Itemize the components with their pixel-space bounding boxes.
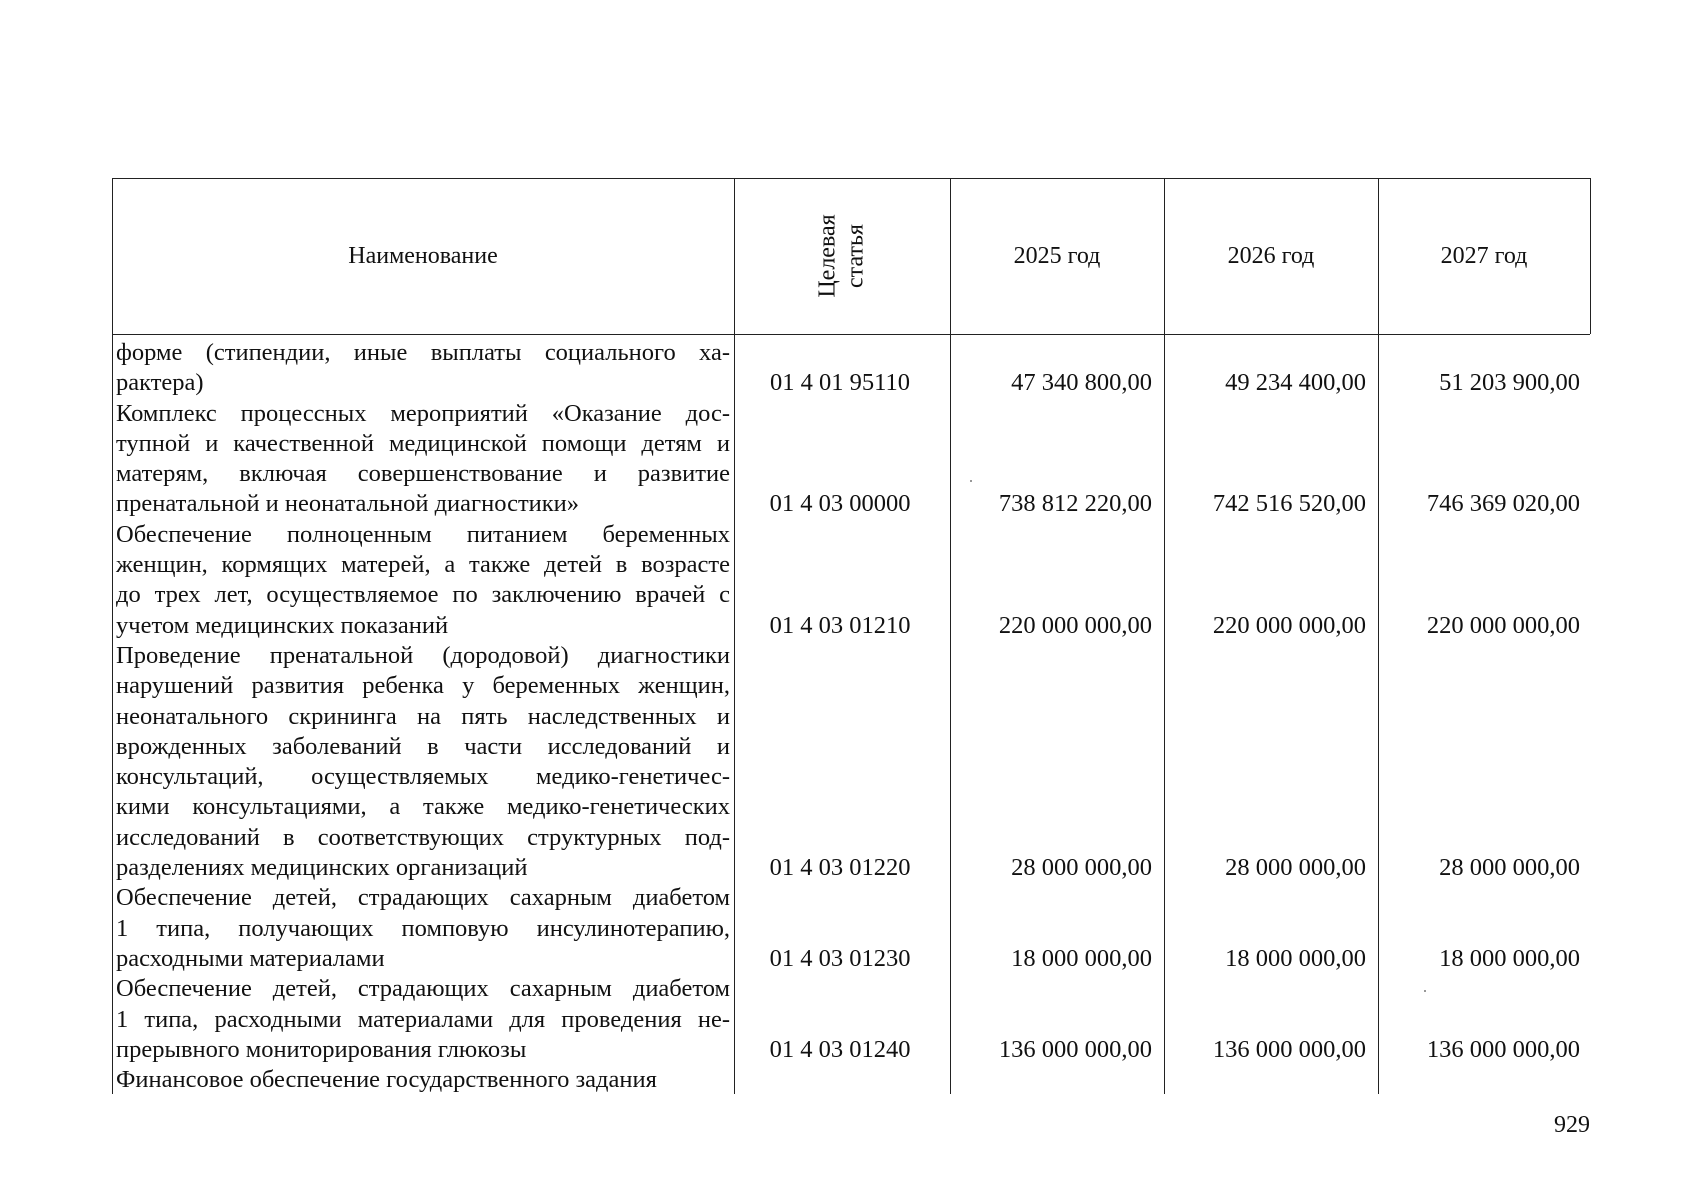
row-name-line: разделениях медицинских организаций	[116, 854, 528, 882]
table-row	[112, 399, 1590, 520]
header-code-line: Целевая	[814, 214, 841, 298]
row-name-line: неонатального скрининга на пять наследственных и	[116, 702, 730, 730]
row-name-line: 1 типа, расходными материалами для проведения не-	[116, 1005, 730, 1033]
row-code: 01 4 03 01230	[769, 944, 911, 972]
row-value-2027: 746 369 020,00	[1426, 490, 1580, 518]
row-name	[116, 641, 730, 883]
table-row	[112, 883, 1590, 974]
row-value-2027: 220 000 000,00	[1426, 611, 1580, 639]
row-name	[116, 399, 730, 520]
table-row	[112, 1065, 1590, 1095]
header-bottom-border	[112, 334, 1590, 335]
table-row	[112, 338, 1590, 399]
row-name-line: расходными материалами	[116, 944, 385, 972]
row-value-2026: 742 516 520,00	[1212, 490, 1366, 518]
row-name	[116, 883, 730, 974]
row-name-line: учетом медицинских показаний	[116, 611, 449, 639]
row-name-line: Финансовое обеспечение государственного задания	[116, 1066, 657, 1094]
header-name: Наименование	[348, 242, 498, 269]
row-value-2027: 136 000 000,00	[1426, 1035, 1580, 1063]
row-name-line: консультаций, осуществляемых медико-генетичес-	[116, 763, 730, 791]
row-value-2027: 28 000 000,00	[1439, 854, 1580, 882]
row-name-line: Обеспечение детей, страдающих сахарным диабетом	[116, 975, 730, 1003]
row-value-2026: 220 000 000,00	[1212, 611, 1366, 639]
row-code: 01 4 03 01210	[769, 611, 911, 639]
row-value-2025: 18 000 000,00	[1011, 944, 1152, 972]
row-value-2025: 47 340 800,00	[1011, 369, 1152, 397]
row-name-line: Комплекс процессных мероприятий «Оказание дос-	[116, 399, 730, 427]
row-name-line: нарушений развития ребенка у беременных женщин,	[116, 672, 730, 700]
row-name-line: Обеспечение детей, страдающих сахарным диабетом	[116, 884, 730, 912]
header-2025: 2025 год	[1013, 242, 1101, 269]
row-name-line: исследований в соответствующих структурных под-	[116, 823, 730, 851]
header-code-label	[814, 214, 870, 297]
row-value-2025: 136 000 000,00	[998, 1035, 1152, 1063]
row-code: 01 4 01 95110	[770, 369, 910, 397]
scan-speck	[970, 480, 972, 482]
row-name	[116, 338, 730, 399]
row-name-line: матерям, включая совершенствование и развитие	[116, 460, 730, 488]
row-value-2026: 49 234 400,00	[1225, 369, 1366, 397]
table-row	[112, 520, 1590, 641]
row-name-line: Проведение пренатальной (дородовой) диагностики	[116, 642, 730, 669]
header-code-line: статья	[842, 224, 869, 288]
row-name-line: пренатальной и неонатальной диагностики»	[116, 490, 580, 518]
row-name-line: женщин, кормящих матерей, а также детей в возрасте	[116, 551, 730, 579]
row-name-line: до трех лет, осуществляемое по заключению врачей с	[116, 581, 730, 609]
row-name-line: Обеспечение полноценным питанием беременных	[116, 520, 730, 548]
row-name-line: врожденных заболеваний в части исследований и	[116, 732, 730, 760]
table-row	[112, 641, 1590, 883]
row-name-line: прерывного мониторирования глюкозы	[116, 1035, 527, 1063]
row-name-line: 1 типа, получающих помповую инсулинотерапию,	[116, 914, 730, 942]
row-name	[116, 1065, 730, 1095]
row-name-line: рактера)	[116, 369, 204, 397]
row-value-2027: 51 203 900,00	[1439, 369, 1580, 397]
row-value-2025: 738 812 220,00	[998, 490, 1152, 518]
page-number: 929	[1554, 1112, 1590, 1138]
row-code: 01 4 03 00000	[769, 490, 911, 518]
row-value-2025: 28 000 000,00	[1011, 854, 1152, 882]
header-2026: 2026 год	[1227, 242, 1315, 269]
header-2027: 2027 год	[1440, 242, 1528, 269]
row-value-2026: 18 000 000,00	[1225, 944, 1366, 972]
table-row	[112, 974, 1590, 1065]
col-border-right	[1590, 178, 1591, 334]
row-code: 01 4 03 01240	[769, 1035, 911, 1063]
row-value-2027: 18 000 000,00	[1439, 944, 1580, 972]
row-value-2026: 28 000 000,00	[1225, 854, 1366, 882]
header-code	[734, 178, 950, 334]
row-value-2025: 220 000 000,00	[998, 611, 1152, 639]
budget-table	[112, 178, 1590, 1094]
row-value-2026: 136 000 000,00	[1212, 1035, 1366, 1063]
row-name	[116, 520, 730, 641]
row-name-line: форме (стипендии, иные выплаты социального ха-	[116, 339, 730, 366]
scan-speck	[1424, 990, 1426, 992]
row-code: 01 4 03 01220	[769, 854, 911, 882]
row-name-line: тупной и качественной медицинской помощи детям и	[116, 429, 730, 457]
row-name-line: кими консультациями, а также медико-генетических	[116, 793, 730, 821]
row-name	[116, 974, 730, 1065]
